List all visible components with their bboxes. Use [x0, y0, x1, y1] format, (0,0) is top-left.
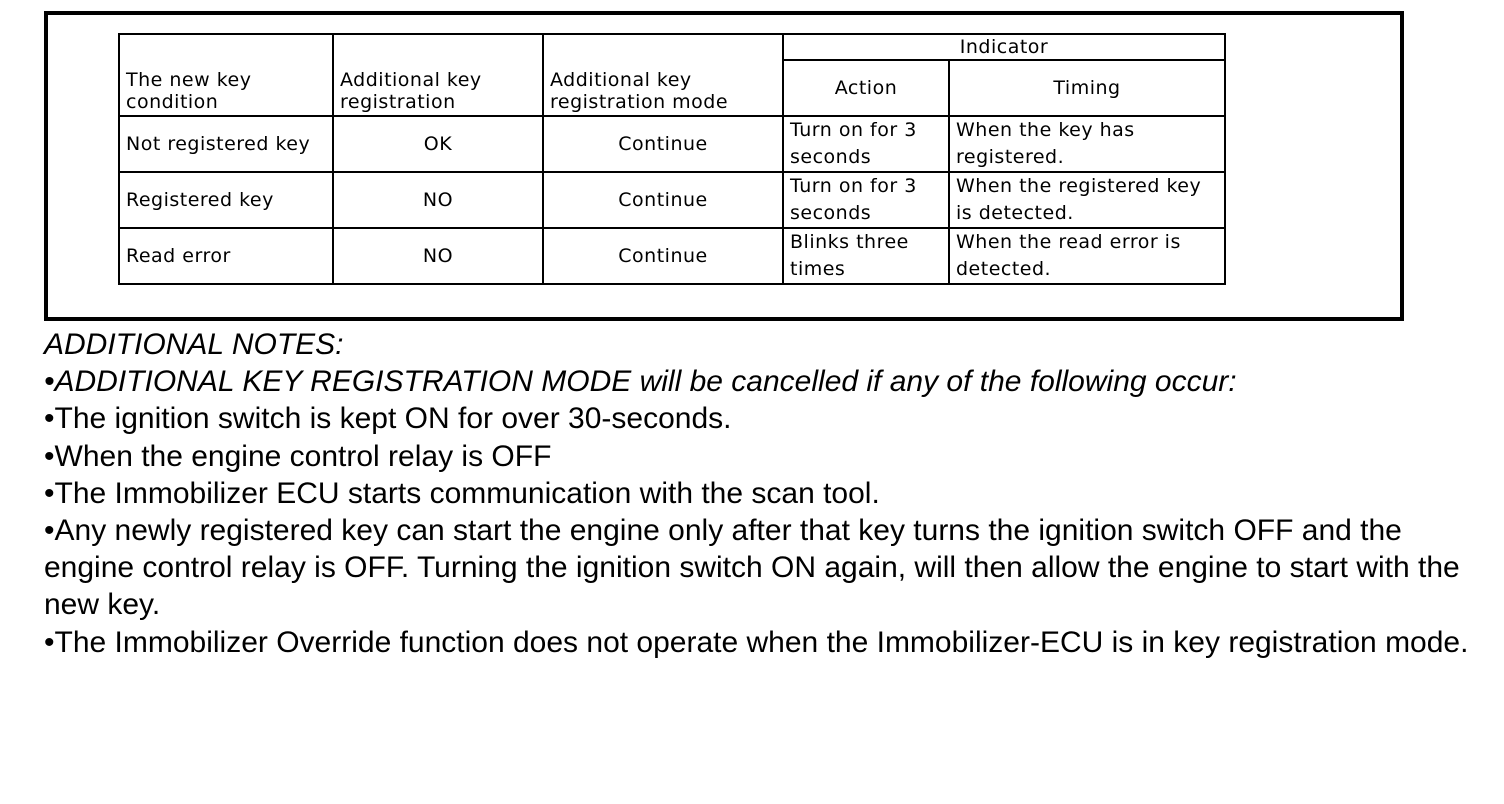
- cell-timing: When the registered key is detected.: [949, 172, 1225, 228]
- cell-condition: Registered key: [119, 172, 333, 228]
- note-item: •The Immobilizer ECU starts communication with the scan tool.: [44, 476, 880, 510]
- key-registration-table: [118, 33, 1226, 285]
- header-action: Action: [783, 60, 949, 116]
- note-item: •Any newly registered key can start the engine only after that key turns the ignition switch OFF and the engine control relay is OFF. Turning the ignition switch ON again, will then allow the engine to start with the new key.: [44, 514, 1460, 622]
- notes-heading: ADDITIONAL NOTES:: [44, 328, 344, 361]
- header-registration: Additional key registration: [333, 34, 543, 116]
- cell-action: Turn on for 3 seconds: [783, 116, 949, 172]
- cell-condition: Read error: [119, 228, 333, 284]
- cell-timing: When the key has registered.: [949, 116, 1225, 172]
- cell-mode: Continue: [543, 228, 783, 284]
- notes-cancel-intro: •ADDITIONAL KEY REGISTRATION MODE will be cancelled if any of the following occur:: [44, 365, 1237, 399]
- cell-registration: NO: [333, 228, 543, 284]
- header-timing: Timing: [949, 60, 1225, 116]
- header-mode: Additional key registration mode: [543, 34, 783, 116]
- note-item: •The ignition switch is kept ON for over 30-seconds.: [44, 402, 732, 436]
- table-row: [119, 116, 1225, 172]
- additional-notes: [44, 326, 1484, 661]
- cell-timing: When the read error is detected.: [949, 228, 1225, 284]
- cell-mode: Continue: [543, 172, 783, 228]
- table-row: [119, 172, 1225, 228]
- note-item: •When the engine control relay is OFF: [44, 439, 552, 473]
- table-header-row: [119, 34, 1225, 60]
- cell-mode: Continue: [543, 116, 783, 172]
- table-frame: [44, 11, 1404, 321]
- header-indicator: Indicator: [783, 34, 1225, 60]
- header-condition: The new key condition: [119, 34, 333, 116]
- note-item: •The Immobilizer Override function does not operate when the Immobilizer-ECU is in key registration mode.: [44, 625, 1469, 659]
- cell-action: Turn on for 3 seconds: [783, 172, 949, 228]
- cell-registration: OK: [333, 116, 543, 172]
- table-row: [119, 228, 1225, 284]
- cell-condition: Not registered key: [119, 116, 333, 172]
- cell-action: Blinks three times: [783, 228, 949, 284]
- cell-registration: NO: [333, 172, 543, 228]
